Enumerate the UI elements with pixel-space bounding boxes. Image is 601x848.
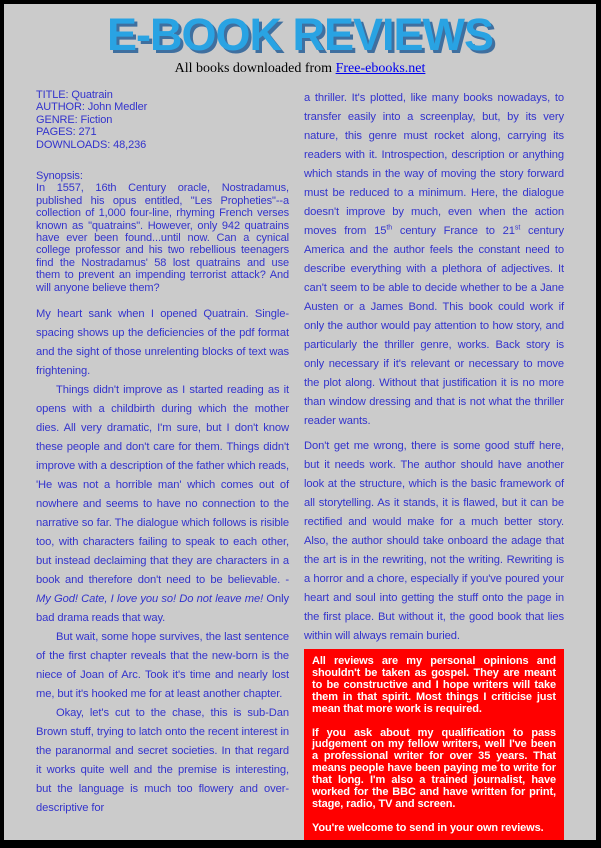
italic-quote: My God! Cate, I love you so! Do not leave me! <box>36 593 264 606</box>
book-genre-line: GENRE: Fiction <box>36 113 113 126</box>
review-paragraph-5: Don't get me wrong, there is some good stuff here, but it needs work. The author should have another look at the structure, which is the basic framework of all storytelling. As it stands, it is flawed, but it can be rectified and would make for a much better story. Also, the author should take onboard the adage that the art is in the rewriting, not the writing. Rewriting is a horror and a chore, especially if you've poured your heart and soul into getting the stuff onto the page in the first place. But without it, the good book that lies within will always remain buried. <box>304 440 564 642</box>
subtitle <box>4 61 596 77</box>
synopsis-section <box>36 170 289 294</box>
book-downloads-line: DOWNLOADS: 48,236 <box>36 138 147 151</box>
page-title: E-BOOK REVIEWS <box>106 9 494 60</box>
book-title-line: TITLE: Quatrain <box>36 89 113 101</box>
book-pages-line: PAGES: 271 <box>36 126 97 139</box>
superscript-th: th <box>386 224 392 232</box>
review-paragraph-2-tail: Only bad drama reads that way. <box>36 593 289 625</box>
review-paragraph-2-text: Things didn't improve as I started reading as it opens with a childbirth during which the mother dies. All very dramatic, I'm sure, but I don't know these people and don't care for them. Things didn't improve with a description of the father which reads, 'He was not a horrible man' which comes out of nowhere and seems to have no connection to the narrative so far. The dialogue which follows is risible too, with characters failing to speak to each other, but instead declaiming that they are characters in a book and therefore don't need to be believable. - <box>36 384 289 587</box>
left-column <box>36 89 289 843</box>
review-paragraph-2 <box>36 381 289 628</box>
right-column <box>304 89 564 843</box>
notice-paragraph-1: All reviews are my personal opinions and shouldn't be taken as gospel. They are meant to be constructive and I hope writers will take them in that spirit. Most things I criticise just mean that more work is required. <box>312 655 556 715</box>
subtitle-text: All books downloaded from <box>174 61 336 76</box>
review-paragraph-4-right <box>304 89 564 431</box>
synopsis-text: In 1557, 16th Century oracle, Nostradamus, published his opus entitled, "Les Propheties"--a collection of 1,000 four-line, rhyming French verses known as "quatrains". However, only 942 quatrains have ever been found...until now. Can a cynical college professor and his two rebellious teenagers find the Nostradamus' 58 lost quatrains and use them to prevent an impending terrorist attack? And will anyone believe them? <box>36 182 289 294</box>
book-author-line: AUTHOR: John Medler <box>36 101 148 114</box>
header <box>4 4 596 77</box>
review-body <box>36 89 564 843</box>
reviewer-notice-box <box>304 649 564 843</box>
review-paragraph-4-left: Okay, let's cut to the chase, this is sub-Dan Brown stuff, trying to latch onto the recent interest in the paranormal and secret societies. In that regard it works quite well and the premise is interesting, but the language is much too flowery and over-descriptive for <box>36 707 289 815</box>
synopsis-label: Synopsis: <box>36 170 83 183</box>
notice-paragraph-2: If you ask about my qualification to pass judgement on my fellow writers, well I've been a professional writer for over 35 years. That means people have been paying me to write for that long. I'm also a trained journalist, have worked for the BBC and have written for print, stage, radio, TV and screen. <box>312 726 556 810</box>
notice-paragraph-3: You're welcome to send in your own reviews. <box>312 821 544 834</box>
review-paragraph-3: But wait, some hope survives, the last sentence of the first chapter reveals that the new-born is the niece of Joan of Arc. Took it's time and nearly lost me, but it's hooked me for at least another chapter. <box>36 631 289 701</box>
review-paragraph-1: My heart sank when I opened Quatrain. Single-spacing shows up the deficiencies of the pdf format and the sight of those unrelenting blocks of text was frightening. <box>36 308 289 378</box>
review-paragraph-4-part3: century America and the author feels the constant need to describe everything with a plethora of adjectives. It can't seem to be able to decide whether to be a Jane Austen or a James Bond. This book could work if only the author would pay attention to how story, and particularly the thriller genre, works. Back story is only necessary if it's relevant or necessary to move the plot along. Without that justification it is no more than window dressing and that is not what the thriller reader wants. <box>304 225 564 427</box>
review-paragraph-4-part1: a thriller. It's plotted, like many books nowadays, to transfer easily into a screenplay, but, by its very nature, this genre must rocket along, carrying its readers with it. Introspection, description or anything which stands in the way of moving the story forward must be reduced to a minimum. Here, the dialogue doesn't improve by much, even when the action moves from 15 <box>304 92 564 237</box>
free-ebooks-link[interactable]: Free-ebooks.net <box>335 61 426 76</box>
book-meta <box>36 89 289 151</box>
review-paragraph-4-part2: century France to 21 <box>391 225 515 237</box>
superscript-st: st <box>514 224 521 232</box>
